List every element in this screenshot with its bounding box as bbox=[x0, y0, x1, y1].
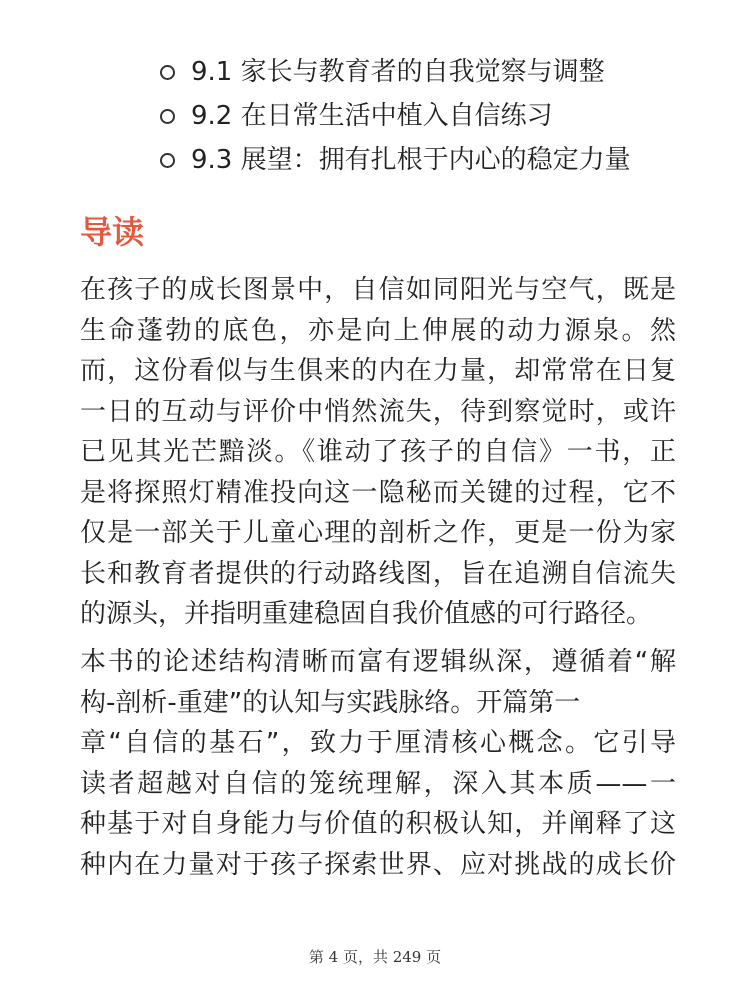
toc-item-label: 9.2 在日常生活中植入自信练习 bbox=[191, 101, 553, 131]
paragraph-line: 仅是一部关于儿童心理的剖析之作，更是一份为家 bbox=[80, 518, 676, 548]
paragraph-line: 章“自信的基石”，致力于厘清核心概念。它引导 bbox=[80, 728, 676, 758]
hollow-circle-bullet-icon bbox=[160, 153, 175, 168]
paragraph-line: 长和教育者提供的行动路线图，旨在追溯自信流失 bbox=[80, 558, 676, 589]
paragraph-line: 一日的互动与评价中悄然流失，待到察觉时，或许 bbox=[80, 396, 676, 427]
body-paragraph bbox=[80, 642, 676, 885]
table-of-contents-list bbox=[160, 50, 720, 182]
toc-item[interactable] bbox=[160, 138, 720, 182]
hollow-circle-bullet-icon bbox=[160, 109, 175, 124]
paragraph-line: 读者超越对自信的笼统理解，深入其本质——一 bbox=[80, 768, 676, 799]
paragraph-line: 本书的论述结构清晰而富有逻辑纵深，遵循着“解 bbox=[80, 647, 676, 677]
toc-item[interactable] bbox=[160, 50, 720, 94]
toc-item[interactable] bbox=[160, 94, 720, 138]
paragraph-line: 是将探照灯精准投向这一隐秘而关键的过程，它不 bbox=[80, 477, 676, 508]
body-paragraph bbox=[80, 270, 676, 635]
paragraph-line: 的源头，并指明重建稳固自我价值感的可行路径。 bbox=[80, 599, 653, 629]
paragraph-line: 在孩子的成长图景中，自信如同阳光与空气，既是 bbox=[80, 275, 676, 305]
paragraph-line: 构-剖析-重建”的认知与实践脉络。开篇第一 bbox=[80, 687, 581, 718]
page-number-footer: 第 4 页，共 249 页 bbox=[308, 948, 442, 966]
paragraph-line: 种内在力量对于孩子探索世界、应对挑战的成长价 bbox=[80, 849, 676, 880]
toc-item-label: 9.1 家长与教育者的自我觉察与调整 bbox=[191, 57, 605, 87]
toc-item-label: 9.3 展望：拥有扎根于内心的稳定力量 bbox=[191, 145, 631, 175]
paragraph-line: 而，这份看似与生俱来的内在力量，却常常在日复 bbox=[80, 356, 676, 386]
section-heading: 导读 bbox=[80, 213, 145, 251]
paragraph-line: 种基于对自身能力与价值的积极认知，并阐释了这 bbox=[80, 809, 676, 839]
paragraph-line: 生命蓬勃的底色，亦是向上伸展的动力源泉。然 bbox=[80, 315, 676, 346]
paragraph-line: 已见其光芒黯淡。《谁动了孩子的自信》一书，正 bbox=[80, 437, 676, 467]
hollow-circle-bullet-icon bbox=[160, 65, 175, 80]
